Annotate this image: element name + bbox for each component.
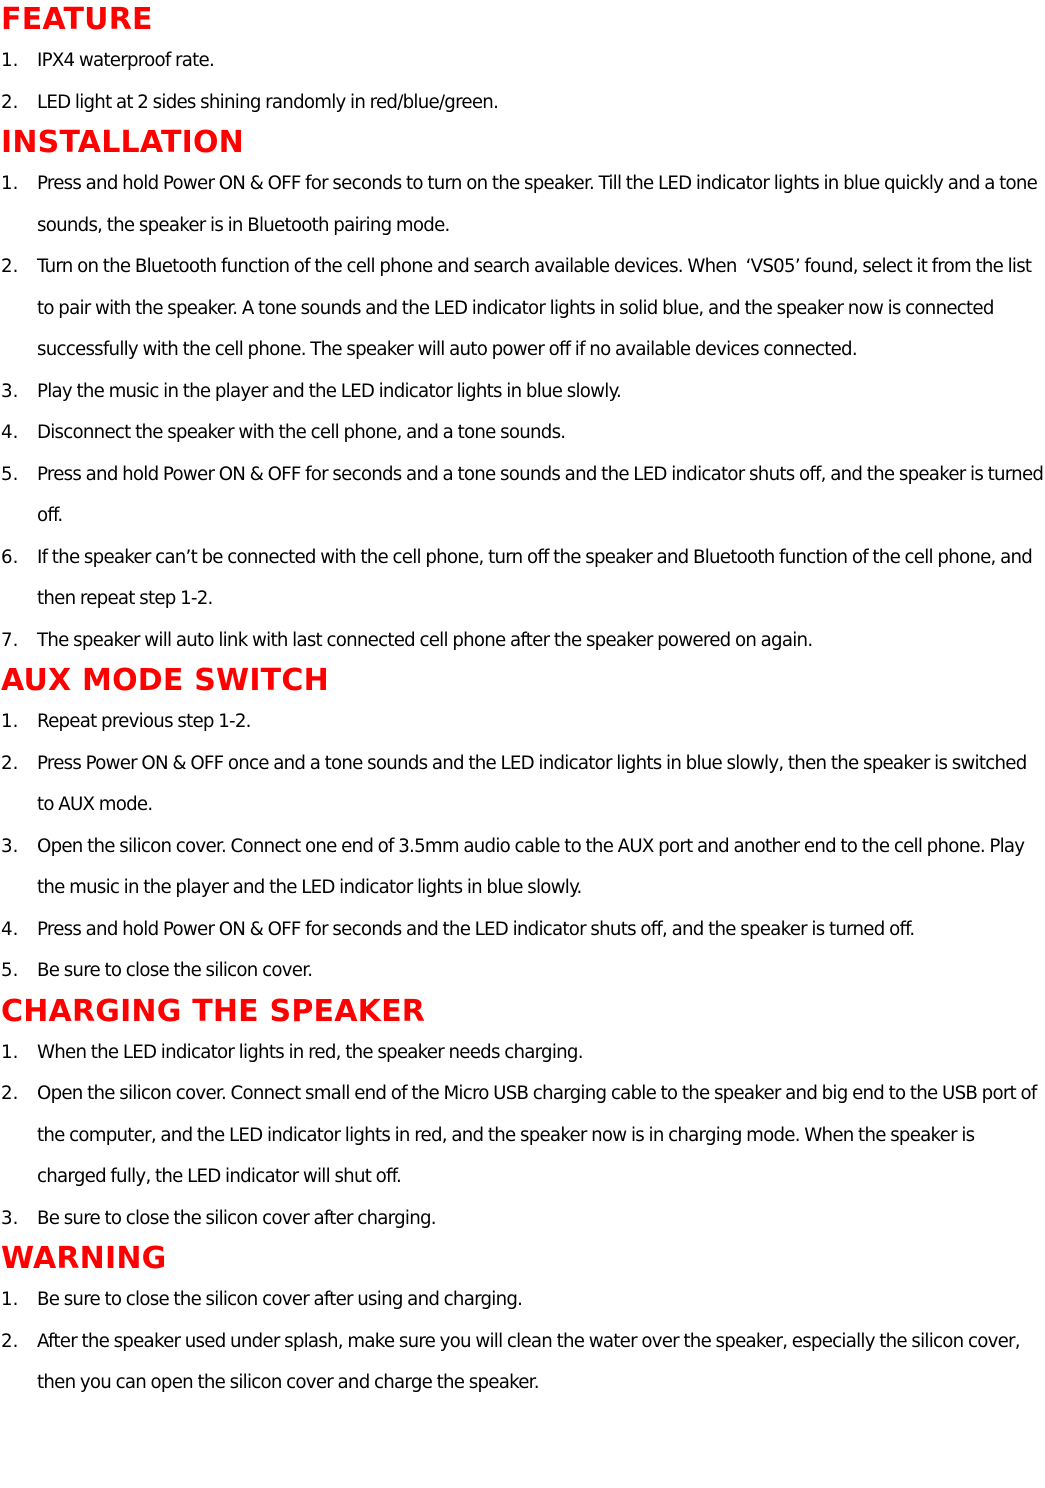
item-text: Be sure to close the silicon cover. [37, 960, 313, 981]
item-text: Repeat previous step 1-2. [37, 711, 251, 732]
section-aux-mode-switch [1, 661, 1045, 992]
list-item [1, 1198, 1045, 1240]
list-item [1, 537, 1045, 620]
item-text: LED light at 2 sides shining randomly in red/blue/green. [37, 91, 499, 113]
list-item [1, 246, 1045, 371]
item-number: 2. [1, 1083, 19, 1104]
item-text: Turn on the Bluetooth function of the cell phone and search available devices. When ‘VS05’ found, select it from the list to pair with the speaker. A tone sounds and the LED indicator lights in solid blue, and the speaker now is connected successfully with the cell phone. The speaker will auto power off if no available devices connected. [37, 256, 1032, 360]
item-number: 2. [1, 752, 19, 774]
item-number: 1. [1, 50, 19, 71]
item-text: Be sure to close the silicon cover after using and charging. [37, 1289, 523, 1310]
list-item [1, 40, 1045, 82]
item-number: 3. [1, 380, 19, 402]
item-text: Play the music in the player and the LED indicator lights in blue slowly. [37, 380, 622, 402]
charging-list [1, 1032, 1045, 1240]
item-text: Press and hold Power ON & OFF for seconds and the LED indicator shuts off, and the speaker is turned off. [37, 918, 915, 940]
item-number: 3. [1, 835, 19, 857]
list-item [1, 1032, 1045, 1074]
list-item [1, 163, 1045, 246]
item-text: Disconnect the speaker with the cell phone, and a tone sounds. [37, 422, 566, 443]
section-feature [1, 0, 1045, 123]
list-item [1, 620, 1045, 662]
item-text: Be sure to close the silicon cover after charging. [37, 1207, 436, 1229]
section-charging [1, 992, 1045, 1240]
item-number: 2. [1, 256, 19, 277]
item-text: After the speaker used under splash, make sure you will clean the water over the speaker, especially the silicon cover, then you can open the silicon cover and charge the speaker. [37, 1330, 1020, 1393]
item-text: IPX4 waterproof rate. [37, 50, 214, 71]
list-item [1, 701, 1045, 743]
list-item [1, 909, 1045, 951]
item-number: 7. [1, 629, 19, 651]
list-item [1, 826, 1045, 909]
item-number: 4. [1, 918, 19, 940]
item-number: 5. [1, 960, 19, 981]
list-item [1, 1073, 1045, 1198]
list-item [1, 454, 1045, 537]
item-text: When the LED indicator lights in red, the speaker needs charging. [37, 1041, 583, 1063]
item-text: Open the silicon cover. Connect small end of the Micro USB charging cable to the speaker and big end to the USB port of the computer, and the LED indicator lights in red, and the speaker now is in charging mode. When the speaker is charged fully, the LED indicator will shut off. [37, 1083, 1037, 1187]
list-item [1, 743, 1045, 826]
item-number: 2. [1, 91, 19, 113]
section-installation [1, 123, 1045, 661]
item-number: 6. [1, 546, 19, 568]
section-title-warning: WARNING [1, 1241, 167, 1276]
list-item [1, 412, 1045, 454]
item-number: 3. [1, 1207, 19, 1229]
list-item [1, 950, 1045, 992]
section-title-charging: CHARGING THE SPEAKER [1, 993, 426, 1029]
aux-mode-list [1, 701, 1045, 992]
item-text: Press and hold Power ON & OFF for seconds to turn on the speaker. Till the LED indicator lights in blue quickly and a tone sounds, the speaker is in Bluetooth pairing mode. [37, 173, 1038, 236]
section-title-aux-mode-switch: AUX MODE SWITCH [1, 663, 329, 698]
installation-list [1, 163, 1045, 661]
section-title-feature: FEATURE [1, 2, 153, 37]
item-text: Open the silicon cover. Connect one end of 3.5mm audio cable to the AUX port and another end to the cell phone. Play the music in the player and the LED indicator lights in blue slowly. [37, 835, 1025, 898]
warning-list [1, 1279, 1045, 1404]
item-number: 2. [1, 1330, 19, 1352]
item-text: Press Power ON & OFF once and a tone sounds and the LED indicator lights in blue slowly, then the speaker is switched to AUX mode. [37, 752, 1027, 815]
item-text: Press and hold Power ON & OFF for seconds and a tone sounds and the LED indicator shuts off, and the speaker is turned off. [37, 463, 1044, 526]
item-number: 1. [1, 173, 19, 194]
item-number: 5. [1, 463, 19, 485]
list-item [1, 371, 1045, 413]
list-item [1, 1321, 1045, 1404]
item-number: 1. [1, 1289, 19, 1310]
item-text: The speaker will auto link with last connected cell phone after the speaker powered on again. [37, 629, 813, 651]
item-text: If the speaker can’t be connected with the cell phone, turn off the speaker and Bluetooth function of the cell phone, and then repeat step 1-2. [37, 546, 1033, 609]
item-number: 1. [1, 1041, 19, 1063]
section-title-installation: INSTALLATION [1, 125, 244, 160]
list-item [1, 1279, 1045, 1321]
feature-list [1, 40, 1045, 123]
item-number: 1. [1, 711, 19, 732]
list-item [1, 82, 1045, 124]
item-number: 4. [1, 422, 19, 443]
section-warning [1, 1239, 1045, 1404]
